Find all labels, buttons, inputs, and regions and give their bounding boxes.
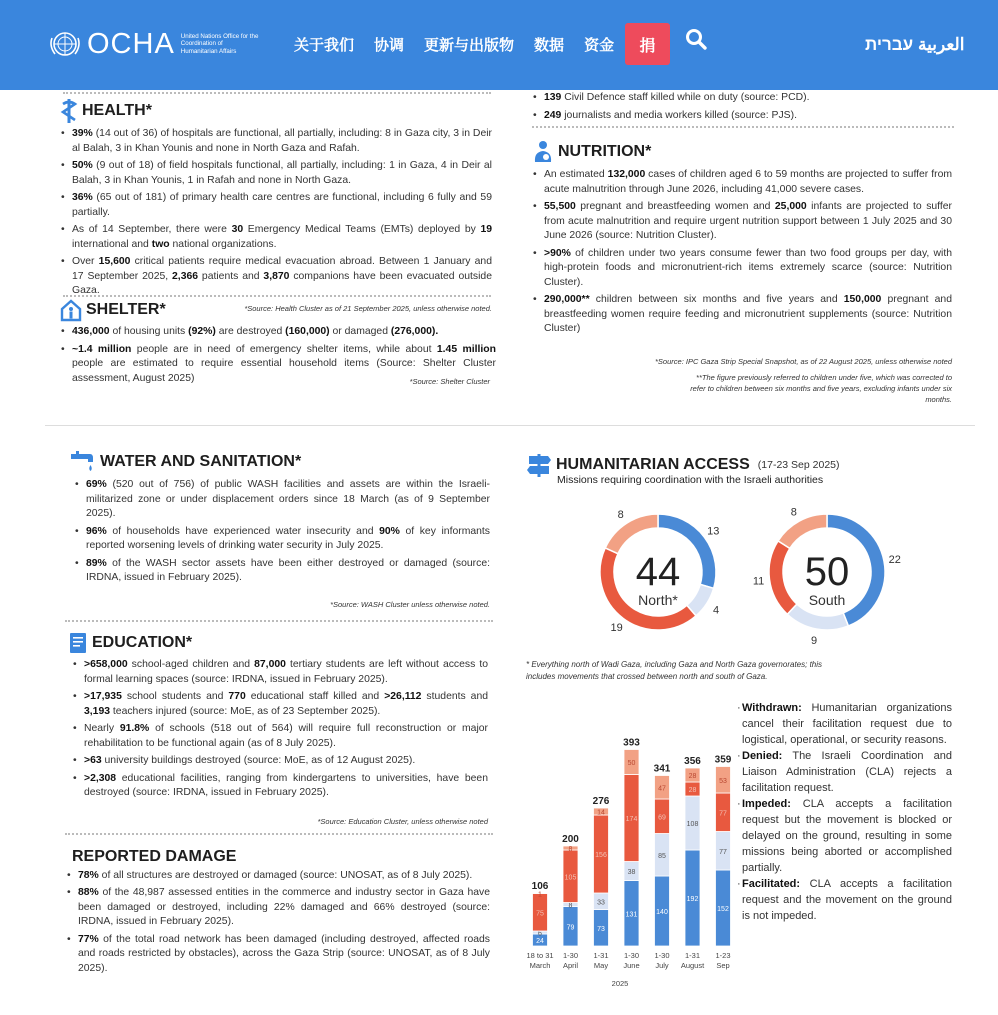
access-title: HUMANITARIAN ACCESS <box>556 455 750 473</box>
bar-segment-label: 192 <box>686 896 699 903</box>
access-period: (17-23 Sep 2025) <box>757 458 840 471</box>
access-definitions <box>737 700 952 924</box>
list-item: • >2,308 educational facilities, ranging from kindergartens to universities, have been destroyed (source: IRDNA, issued in February 2025). <box>72 772 488 801</box>
nav-item-funding[interactable]: 资金 <box>584 37 615 54</box>
bar-segment-label: 14 <box>597 809 605 817</box>
education-section <box>68 632 488 829</box>
bar-segment-label: 77 <box>719 810 727 818</box>
x-tick-label: March <box>529 961 551 970</box>
nav-item-about[interactable]: 关于我们 <box>294 37 355 54</box>
x-tick-label: 1-31 <box>684 951 701 960</box>
ocha-logo[interactable] <box>47 26 259 62</box>
bar-segment-label: 33 <box>597 899 605 907</box>
list-item: • >17,935 school students and 770 educational staff killed and >26,112 students and 3,193 teachers injured (source: MoE, as of 23 September 2025). <box>72 690 488 719</box>
wash-list <box>74 478 490 586</box>
list-item: • 39% (14 out of 36) of hospitals are functional, all partially, including: 8 in Gaza city, 3 in Deir al Balah, 3 in Khan Younis and none in North Gaza and Rafah. <box>60 127 492 156</box>
bar-segment-label: 174 <box>625 816 638 823</box>
shelter-heading <box>60 299 496 321</box>
list-item: • 36% (65 out of 181) of primary health care centres are functional, including 6 fully and 59 partially. <box>60 191 492 220</box>
shelter-list <box>60 325 496 386</box>
x-tick-label: 1-23 <box>715 951 731 960</box>
bar-total-label: 359 <box>714 754 732 766</box>
list-item: • As of 14 September, there were 30 Emergency Medical Teams (EMTs) deployed by 19 international and two national organizations. <box>60 223 492 252</box>
donut-slice <box>605 514 658 554</box>
wash-title: WATER AND SANITATION* <box>100 452 302 470</box>
list-item: • ~1.4 million people are in need of emergency shelter items, while about 1.45 million people are estimated to require essential household items (Source: Shelter Cluster assessment, August 2025) <box>60 343 496 387</box>
list-item: • >63 university buildings destroyed (source: MoE, as of 12 August 2025). <box>72 754 488 769</box>
divider <box>532 126 954 128</box>
protection-list <box>532 91 952 123</box>
bar-segment-label: 28 <box>688 773 697 780</box>
leader-line: · <box>737 798 741 810</box>
donut-value-label: 13 <box>707 525 720 538</box>
list-item: • 50% (9 out of 18) of field hospitals functional, all partially, including: 1 in Gaza, 4 in Deir al Balah, 3 in Khan Younis, 1 in Rafah and none in North Gaza. <box>60 159 492 188</box>
leader-line: · <box>737 878 741 890</box>
x-tick-label: July <box>655 961 669 970</box>
wash-source: *Source: WASH Cluster unless otherwise noted. <box>330 599 490 609</box>
education-list <box>72 658 488 801</box>
x-tick-label: 1-30 <box>654 951 670 960</box>
list-item: • 89% of the WASH sector assets have been either destroyed or damaged (source: IRDNA, issued in February 2025). <box>74 557 490 586</box>
list-item: • 249 journalists and media workers killed (source: PJS). <box>532 109 952 124</box>
protection-tail-section <box>532 91 952 126</box>
x-axis-label: 2025 <box>611 979 629 988</box>
bar-segment-label: 131 <box>625 911 638 919</box>
nutrition-list <box>532 168 952 337</box>
definition-denied: · Denied: The Israeli Coordination and Liaison Administration (CLA) rejects a facilitation request. <box>737 750 952 794</box>
damage-list <box>66 869 490 977</box>
leader-line: · <box>737 750 741 762</box>
x-tick-label: August <box>680 961 705 970</box>
health-heading <box>60 99 492 123</box>
bar-segment-label: 85 <box>658 852 666 860</box>
un-emblem-icon <box>47 26 83 62</box>
bar-total-label: 200 <box>562 834 579 845</box>
nav-item-updates[interactable]: 更新与出版物 <box>424 37 515 54</box>
nutrition-icon <box>532 140 554 164</box>
list-item: • 69% (520 out of 756) of public WASH facilities and assets are within the Israeli-militarized zone or under displacement orders since 18 March (as of 9 September 2025). <box>74 478 490 522</box>
bar-segment-label: 38 <box>627 869 636 876</box>
list-item: • 290,000** children between six months and five years and 150,000 pregnant and breastfeeding women require feeding and micronutrient supplements (source: Nutrition Cluster) <box>532 293 952 337</box>
education-book-icon <box>68 632 88 654</box>
bar-segment-label: 77 <box>719 848 727 856</box>
language-arabic[interactable]: العربية <box>918 35 965 54</box>
bar-total-label: 106 <box>531 881 549 892</box>
bar-segment-label: 152 <box>717 906 729 913</box>
list-item: • 77% of the total road network has been damaged (including destroyed, affected roads and roads restricted by obstacles), across the Gaza Strip (source: UNOSAT, as of 8 July 2025). <box>66 933 490 977</box>
nutrition-footnote: **The figure previously referred to children under five, which was corrected to refer to children between six months and five years, excluding infants under six months. <box>690 373 952 404</box>
bar-total-label: 393 <box>623 737 640 749</box>
x-tick-label: 1-30 <box>623 951 640 960</box>
bar-segment-label: 50 <box>627 760 636 767</box>
nav-item-coordination[interactable]: 协调 <box>374 37 405 54</box>
list-item: • An estimated 132,000 cases of children aged 6 to 59 months are projected to suffer from acute malnutrition through June 2026, including 41,000 severe cases. <box>532 168 952 197</box>
x-tick-label: May <box>593 961 609 970</box>
education-source: *Source: Education Cluster, unless otherwise noted <box>317 816 488 826</box>
water-tap-icon <box>70 450 96 474</box>
education-title: EDUCATION* <box>92 633 193 651</box>
shelter-icon <box>60 299 82 321</box>
damage-heading <box>72 850 490 865</box>
bar-segment-label: 8 <box>568 902 573 910</box>
x-tick-label: June <box>623 961 640 970</box>
x-tick-label: 18 to 31 <box>526 951 554 960</box>
donut-title: South <box>808 592 846 608</box>
shelter-title: SHELTER* <box>86 300 166 318</box>
donut-value-label: 22 <box>888 554 901 567</box>
list-item: • 96% of households have experienced water insecurity and 90% of key informants reported worsening levels of drinking water security in July 2025. <box>74 525 490 554</box>
bar-segment-label: 6 <box>538 930 542 938</box>
search-icon[interactable] <box>684 27 708 51</box>
divider <box>65 620 493 622</box>
bar-segment-label: 53 <box>719 777 727 785</box>
language-hebrew[interactable]: עברית <box>865 35 914 54</box>
shelter-section <box>60 299 496 390</box>
section-separator <box>45 425 975 426</box>
donut-value-label: 8 <box>617 508 624 521</box>
bar-segment-label: 73 <box>597 925 605 933</box>
donut-total: 50 <box>804 550 850 594</box>
health-icon <box>60 99 78 123</box>
divider <box>65 833 493 835</box>
bar-segment-label: 105 <box>564 874 577 882</box>
divider <box>63 92 491 94</box>
access-stacked-bar-chart <box>522 700 742 1000</box>
x-tick-label: Sep <box>716 961 730 970</box>
health-list <box>60 127 492 299</box>
bar-segment-label: 24 <box>536 938 544 945</box>
access-signpost-icon <box>526 452 552 478</box>
donut-value-label: 8 <box>790 506 797 519</box>
list-item: • 78% of all structures are destroyed or damaged (source: UNOSAT, as of 8 July 2025). <box>66 869 490 884</box>
donut-value-label: 9 <box>811 634 818 647</box>
bar-total-label: 276 <box>592 796 610 807</box>
leader-line: · <box>737 702 741 714</box>
bar-total-label: 341 <box>653 763 671 775</box>
bar-segment-label: 69 <box>658 814 666 822</box>
donut-value-label: 11 <box>752 575 765 588</box>
bar-segment-label: 8 <box>568 846 573 853</box>
list-item: • 88% of the 48,987 assessed entities in the commerce and industry sector in Gaza have been damaged or destroyed, including 22% damaged and 66% destroyed (source: IRDNA, issued in February 2025). <box>66 886 490 930</box>
health-title: HEALTH* <box>82 101 152 119</box>
wash-section <box>70 450 490 612</box>
list-item: • Over 15,600 critical patients require medical evacuation abroad. Between 1 January and 17 September 2025, 2,366 patients and 3,870 companions have been evacuated outside Gaza. <box>60 255 492 299</box>
access-subtitle: Missions requiring coordination with the Israeli authorities <box>557 474 824 486</box>
education-heading <box>68 632 488 654</box>
wash-heading <box>70 450 490 474</box>
bar-segment-label: 75 <box>536 910 544 918</box>
divider <box>63 295 491 297</box>
bar-segment-label: 79 <box>566 924 575 932</box>
nutrition-source: *Source: IPC Gaza Strip Special Snapshot, as of 22 August 2025, unless otherwise noted <box>655 356 952 366</box>
bar-segment-label: 28 <box>688 787 697 794</box>
logo-subtitle: United Nations Office for the Coordination of Humanitarian Affairs <box>180 32 259 55</box>
nav-item-data[interactable]: 数据 <box>534 37 565 54</box>
donut-value-label: 19 <box>610 622 623 635</box>
main-menu <box>294 34 634 55</box>
nutrition-section <box>532 140 952 405</box>
bar-segment-label: 47 <box>658 785 666 793</box>
list-item: • 55,500 pregnant and breastfeeding women and 25,000 infants are projected to suffer from acute malnutrition and require urgent nutrition support between 1 July 2025 and 30 June 2026 (source: Nutrition Cluster). <box>532 200 952 244</box>
bar-segment-label: 1 <box>538 891 542 899</box>
damage-title: REPORTED DAMAGE <box>72 848 237 865</box>
health-section <box>60 99 492 316</box>
x-tick-label: April <box>562 961 579 970</box>
damage-section <box>66 850 490 979</box>
logo-wordmark: OCHA <box>87 27 175 60</box>
health-source: *Source: Health Cluster as of 21 September 2025, unless otherwise noted. <box>244 303 492 313</box>
bar-segment-label: 156 <box>595 852 607 859</box>
definition-withdrawn: · Withdrawn: Humanitarian organizations cancel their facilitation request due to logistical, operational, or security reasons. <box>737 702 952 746</box>
shelter-source: *Source: Shelter Cluster <box>409 377 490 386</box>
access-section <box>526 452 966 488</box>
donate-button[interactable]: 捐 <box>625 23 670 65</box>
donut-slice <box>769 541 797 614</box>
donut-title: North* <box>638 592 678 608</box>
definition-facilitated: · Facilitated: CLA accepts a facilitation request and the movement on the ground is not impeded. <box>737 878 952 922</box>
list-item: • 436,000 of housing units (92%) are destroyed (160,000) or damaged (276,000). <box>60 325 496 340</box>
definition-impeded: · Impeded: CLA accepts a facilitation request but the movement is blocked or delayed on the ground, resulting in some missions being aborted or accomplished partially. <box>737 798 952 874</box>
access-footnote: * Everything north of Wadi Gaza, including Gaza and North Gaza governorates; this includes movements that crossed between north and south of Gaza. <box>526 660 823 681</box>
top-navigation-bar <box>0 0 998 90</box>
x-tick-label: 1-30 <box>562 951 579 960</box>
donut-total: 44 <box>635 550 681 594</box>
list-item: • >90% of children under two years consume fewer than two food groups per day, with high-protein foods and micronutrient-rich items extremely scarce (source: Nutrition Cluster). <box>532 247 952 291</box>
bar-segment-label: 108 <box>686 821 699 828</box>
x-tick-label: 1-31 <box>593 951 609 960</box>
list-item: • Nearly 91.8% of schools (518 out of 564) will require full reconstruction or major rehabilitation to be functional again (as of 8 July 2025). <box>72 722 488 751</box>
nutrition-heading <box>532 140 952 164</box>
donut-value-label: 4 <box>712 604 720 617</box>
list-item: • 139 Civil Defence staff killed while on duty (source: PCD). <box>532 91 952 106</box>
bar-total-label: 356 <box>684 756 701 767</box>
nutrition-title: NUTRITION* <box>558 142 652 160</box>
list-item: • >658,000 school-aged children and 87,000 tertiary students are left without access to formal learning spaces (source: IRDNA, issued in February 2025). <box>72 658 488 687</box>
bar-segment-label: 140 <box>656 909 668 916</box>
access-donut-charts <box>560 505 930 647</box>
donut-slice <box>778 514 827 548</box>
